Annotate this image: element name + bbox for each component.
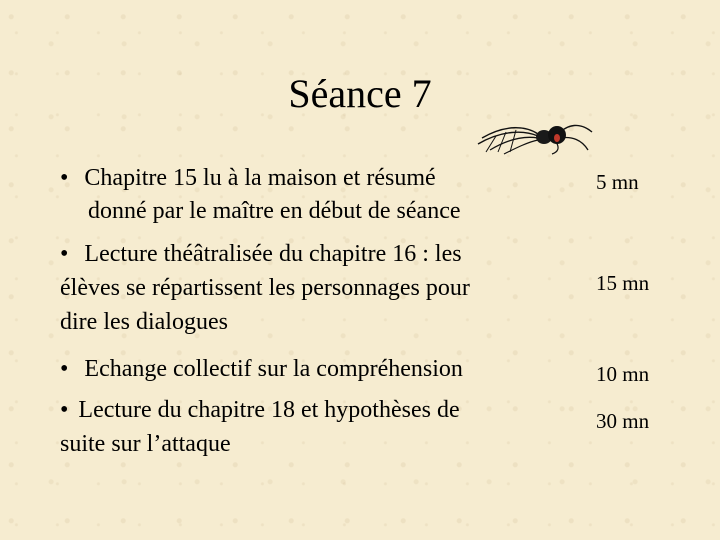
item-text: Lecture théâtralisée du chapitre 16 : les [84, 241, 462, 267]
slide-title: Séance 7 [288, 71, 432, 116]
duration-label: 15 mn [596, 271, 650, 295]
list-item [60, 394, 460, 427]
list-item [60, 162, 436, 195]
item-text-continued: élèves se répartissent les personnages pour [60, 275, 470, 301]
bullet: • [60, 356, 69, 382]
item-text-continued: donné par le maître en début de séance [88, 198, 461, 224]
list-item [60, 353, 463, 386]
bullet: • [60, 241, 69, 267]
spider-icon [476, 120, 596, 156]
item-text: Echange collectif sur la compréhension [84, 356, 463, 382]
duration-label: 10 mn [596, 362, 650, 386]
item-text: Lecture du chapitre 18 et hypothèses de [78, 397, 460, 423]
duration-label: 5 mn [596, 170, 639, 194]
list-item [60, 238, 462, 271]
bullet: • [60, 397, 69, 423]
item-text-continued: suite sur l’attaque [60, 431, 231, 457]
item-text: Chapitre 15 lu à la maison et résumé [84, 165, 436, 191]
item-text-continued: dire les dialogues [60, 309, 228, 335]
duration-label: 30 mn [596, 409, 650, 433]
bullet: • [60, 165, 69, 191]
